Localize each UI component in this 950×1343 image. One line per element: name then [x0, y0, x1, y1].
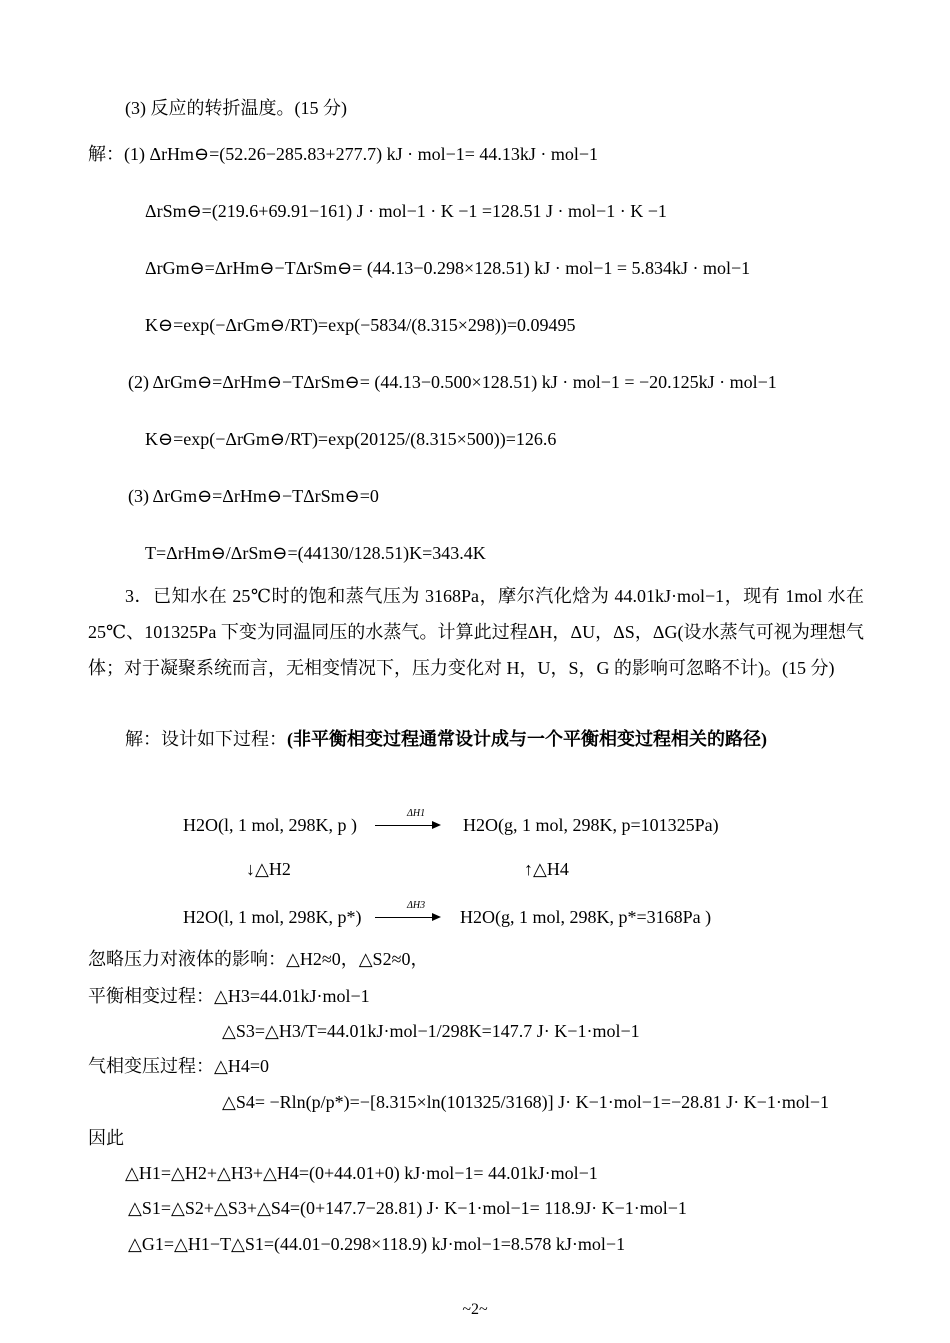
- arrow-head: [432, 821, 441, 829]
- gas-pressure-entropy-line: △S4= −Rln(p/p*)=−[8.315×ln(101325/3168)] J· K−1·mol−1=−28.81 J· K−1·mol−1: [222, 1092, 829, 1112]
- solution-2-gibbs: (2) ΔrGm⊖=ΔrHm⊖−TΔrSm⊖= (44.13−0.500×128.51) kJ · mol−1 = −20.125kJ · mol−1: [128, 372, 777, 392]
- total-enthalpy-line: △H1=△H2+△H3+△H4=(0+44.01+0) kJ·mol−1= 44.01kJ·mol−1: [125, 1163, 598, 1183]
- scheme-right-step: ↑△H4: [524, 859, 569, 879]
- scheme-top-arrow: [375, 808, 441, 827]
- problem-3-statement: 3．已知水在 25℃时的饱和蒸气压为 3168Pa，摩尔汽化焓为 44.01kJ·mol−1，现有 1mol 水在 25℃、101325Pa 下变为同温同压的水蒸气。计算此过程ΔH，ΔU，ΔS，ΔG(设水蒸气可视为理想气体；对于凝聚系统而言，无相变情况下，压力变化对 H，U，S，G 的影响可忽略不计)。(15 分): [88, 586, 864, 678]
- solution-1-enthalpy: 解：(1) ΔrHm⊖=(52.26−285.83+277.7) kJ · mol−1= 44.13kJ · mol−1: [88, 144, 599, 164]
- scheme-top-arrow-label: ΔH1: [407, 808, 426, 819]
- page-number: ~2~: [462, 1301, 488, 1318]
- solution-intro-note: (非平衡相变过程通常设计成与一个平衡相变过程相关的路径): [287, 729, 767, 749]
- scheme-top-left-state: H2O(l, 1 mol, 298K, p ): [183, 815, 357, 835]
- scheme-bottom-arrow-label: ΔH3: [407, 900, 426, 911]
- gas-pressure-enthalpy-line: 气相变压过程：△H4=0: [88, 1056, 269, 1076]
- question-3-heading: (3) 反应的转折温度。(15 分): [125, 98, 347, 118]
- scheme-top-right-state: H2O(g, 1 mol, 298K, p=101325Pa): [463, 815, 719, 835]
- arrow-head: [432, 913, 441, 921]
- solution-1-equilibrium-constant: K⊖=exp(−ΔrGm⊖/RT)=exp(−5834/(8.315×298))=0.09495: [145, 315, 576, 335]
- equilibrium-entropy-line: △S3=△H3/T=44.01kJ·mol−1/298K=147.7 J· K−1·mol−1: [222, 1021, 640, 1041]
- scheme-bottom-right-state: H2O(g, 1 mol, 298K, p*=3168Pa ): [460, 907, 712, 927]
- arrow-shaft: [375, 917, 433, 918]
- solution-intro-text: 解：设计如下过程：: [125, 729, 287, 749]
- equilibrium-enthalpy-line: 平衡相变过程：△H3=44.01kJ·mol−1: [88, 986, 370, 1006]
- arrow-shaft: [375, 825, 433, 826]
- scheme-left-step: ↓△H2: [246, 859, 291, 879]
- solution-1-gibbs: ΔrGm⊖=ΔrHm⊖−TΔrSm⊖= (44.13−0.298×128.51) kJ · mol−1 = 5.834kJ · mol−1: [145, 258, 751, 278]
- solution-1-entropy: ΔrSm⊖=(219.6+69.91−161) J · mol−1 · K −1 =128.51 J · mol−1 · K −1: [145, 201, 667, 221]
- therefore-line: 因此: [88, 1128, 124, 1148]
- solution-3-temperature: T=ΔrHm⊖/ΔrSm⊖=(44130/128.51)K=343.4K: [145, 543, 486, 563]
- total-gibbs-line: △G1=△H1−T△S1=(44.01−0.298×118.9) kJ·mol−1=8.578 kJ·mol−1: [128, 1234, 626, 1254]
- scheme-bottom-arrow: [375, 900, 441, 919]
- scheme-bottom-left-state: H2O(l, 1 mol, 298K, p*): [183, 907, 362, 927]
- total-entropy-line: △S1=△S2+△S3+△S4=(0+147.7−28.81) J· K−1·mol−1= 118.9J· K−1·mol−1: [128, 1198, 687, 1218]
- problem-3-solution-intro: [125, 727, 767, 751]
- solution-3-gibbs: (3) ΔrGm⊖=ΔrHm⊖−TΔrSm⊖=0: [128, 486, 379, 506]
- solution-2-equilibrium-constant: K⊖=exp(−ΔrGm⊖/RT)=exp(20125/(8.315×500))=126.6: [145, 429, 557, 449]
- ignore-pressure-line: 忽略压力对液体的影响：△H2≈0，△S2≈0，: [88, 949, 429, 969]
